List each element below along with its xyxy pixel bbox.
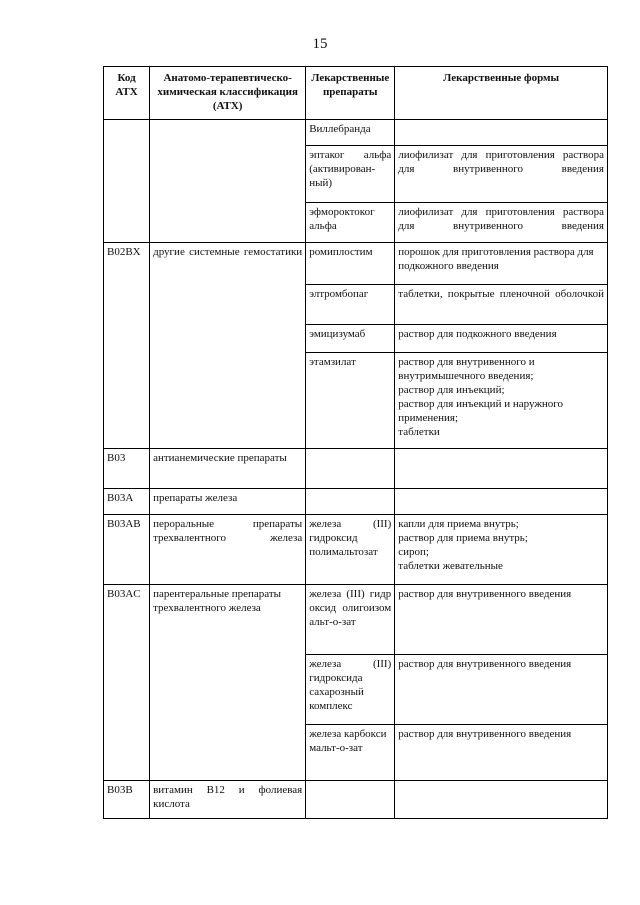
classification-cell: витамин B12 и фолиевая кислота <box>150 781 306 819</box>
forms-cell: капли для приема внутрь; раствор для приема внутрь; сироп; таблетки жевательные <box>395 515 608 585</box>
table-row <box>104 515 608 585</box>
drug-cell <box>306 489 395 515</box>
code-cell: B03A <box>104 489 150 515</box>
table-row <box>104 243 608 285</box>
classification-cell <box>150 120 306 243</box>
drug-cell: железа (III) гидроксид полимальтозат <box>306 515 395 585</box>
forms-cell: таблетки, покрытые пленочной оболочкой <box>395 285 608 325</box>
forms-cell <box>395 120 608 146</box>
drug-cell: железа карбоксимальт-о-зат <box>306 725 395 781</box>
drug-cell: эфмороктоког альфа <box>306 203 395 243</box>
code-cell: B03AB <box>104 515 150 585</box>
table-row <box>104 449 608 489</box>
drug-cell: элтромбопаг <box>306 285 395 325</box>
table-row <box>104 585 608 655</box>
code-cell <box>104 120 150 243</box>
table-row <box>104 781 608 819</box>
code-cell: B03B <box>104 781 150 819</box>
page-number: 15 <box>312 36 328 52</box>
forms-cell <box>395 781 608 819</box>
table-row <box>104 120 608 146</box>
drug-cell: железа (III) гидроксида сахарозный комплекс <box>306 655 395 725</box>
table-row <box>104 489 608 515</box>
drug-cell <box>306 449 395 489</box>
forms-cell: лиофилизат для приготовления раствора для внутривенного введения <box>395 146 608 203</box>
forms-cell <box>395 489 608 515</box>
forms-cell: раствор для внутривенного введения <box>395 585 608 655</box>
code-cell: B03AC <box>104 585 150 781</box>
classification-cell: парентеральные препараты трехвалентного железа <box>150 585 306 781</box>
classification-cell: пероральные препараты трехвалентного железа <box>150 515 306 585</box>
header-drugs: Лекарственные препараты <box>306 67 395 120</box>
forms-cell: раствор для внутривенного введения <box>395 725 608 781</box>
drug-cell: эптаког альфа (активирован-ный) <box>306 146 395 203</box>
code-cell: B02BX <box>104 243 150 449</box>
forms-cell: лиофилизат для приготовления раствора для внутривенного введения <box>395 203 608 243</box>
table-header-row <box>104 67 608 120</box>
drug-cell: Виллебранда <box>306 120 395 146</box>
drug-cell: ромиплостим <box>306 243 395 285</box>
drug-cell: этамзилат <box>306 353 395 449</box>
forms-cell: раствор для внутривенного введения <box>395 655 608 725</box>
header-forms: Лекарственные формы <box>395 67 608 120</box>
code-cell: B03 <box>104 449 150 489</box>
forms-cell <box>395 449 608 489</box>
drug-cell: эмицизумаб <box>306 325 395 353</box>
drug-cell: железа (III) гидроксид олигоизомальт-о-зат <box>306 585 395 655</box>
classification-cell: антианемические препараты <box>150 449 306 489</box>
forms-cell: раствор для подкожного введения <box>395 325 608 353</box>
forms-cell: порошок для приготовления раствора для подкожного введения <box>395 243 608 285</box>
classification-cell: другие системные гемостатики <box>150 243 306 449</box>
header-code: Код АТХ <box>104 67 150 120</box>
header-classification: Анатомо-терапевтическо-химическая классификация (АТХ) <box>150 67 306 120</box>
forms-cell: раствор для внутривенного и внутримышечного введения; раствор для инъекций; раствор для инъекций и наружного применения; таблетки <box>395 353 608 449</box>
drug-cell <box>306 781 395 819</box>
classification-cell: препараты железа <box>150 489 306 515</box>
atx-drug-table <box>103 66 608 819</box>
